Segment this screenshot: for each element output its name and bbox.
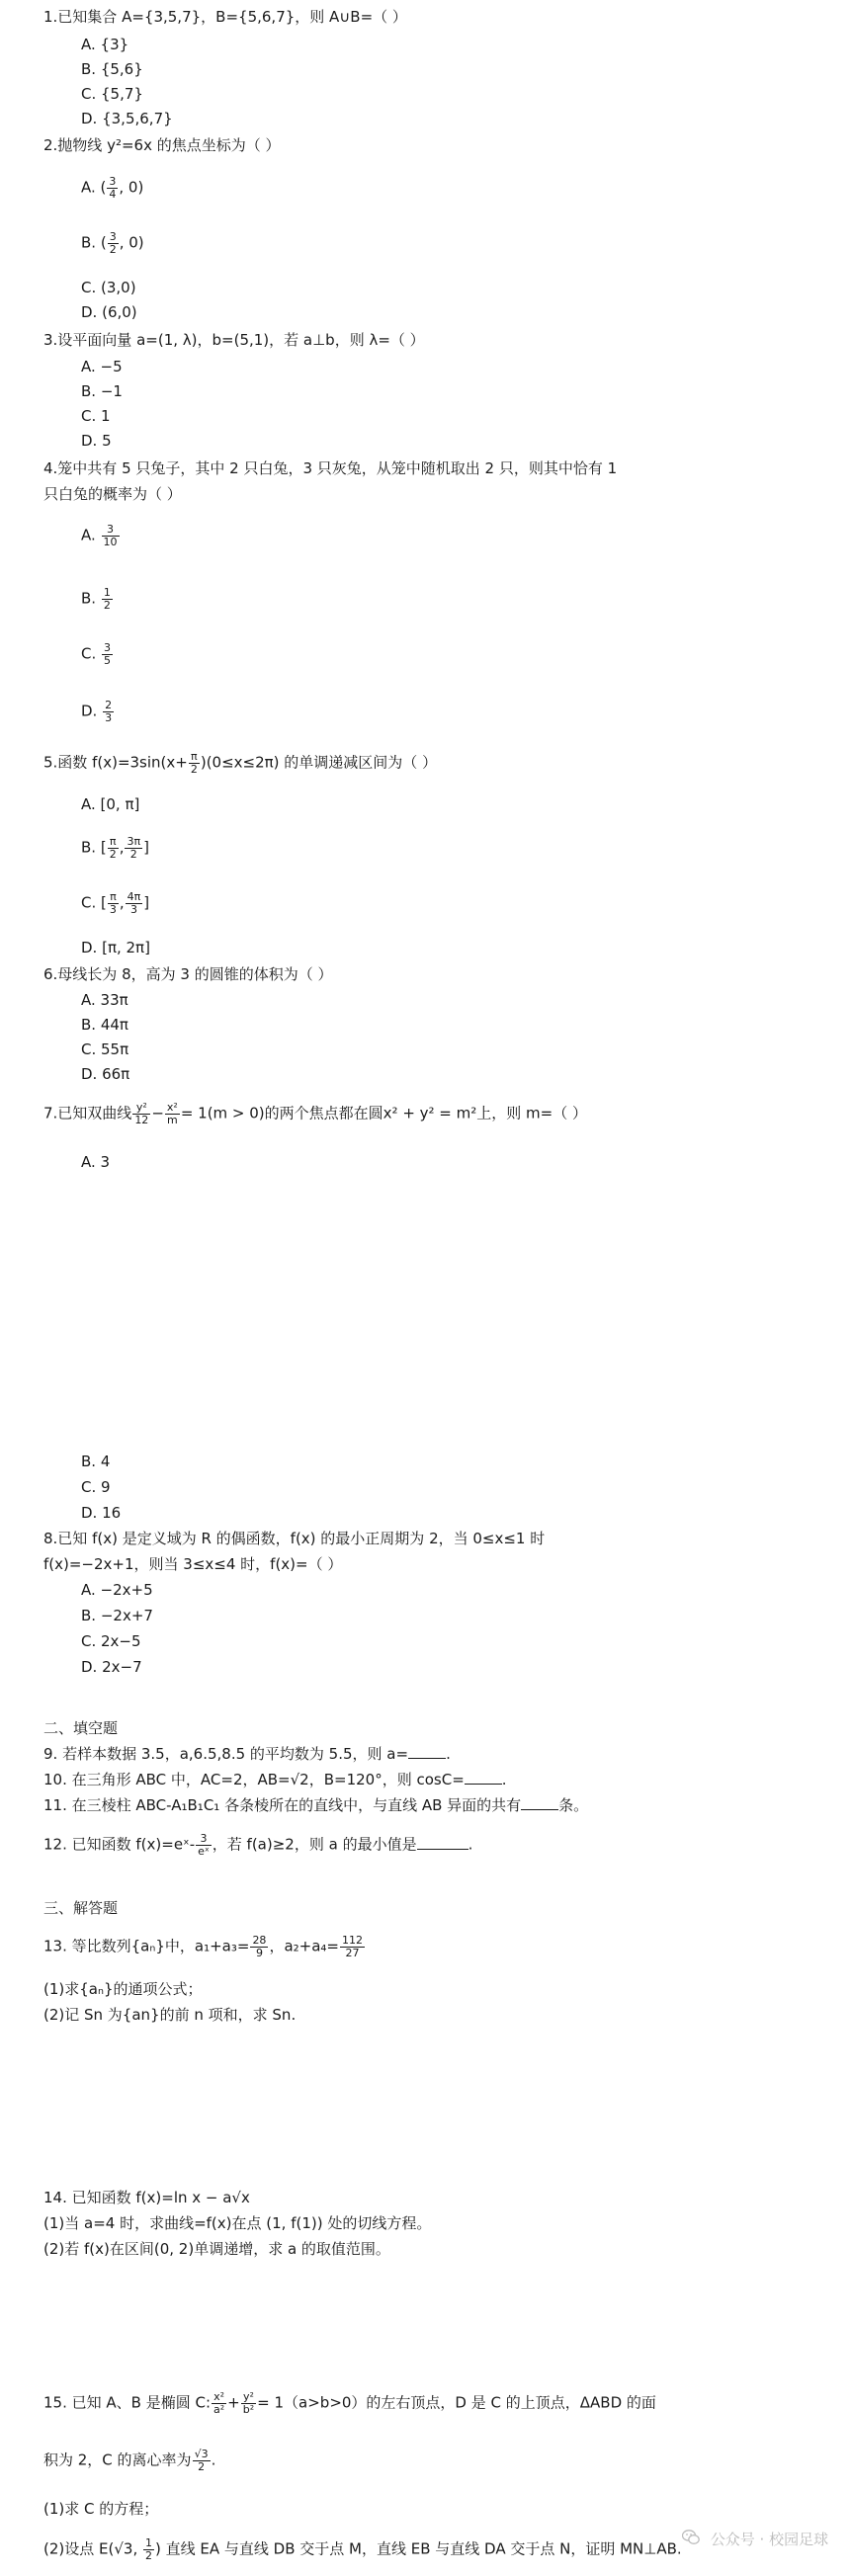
q15-part1: (1)求 C 的方程； bbox=[43, 2500, 159, 2518]
q5-option-a: A. [0, π] bbox=[81, 795, 140, 813]
section-solve-heading: 三、解答题 bbox=[43, 1899, 119, 1917]
q9-text: 9. 若样本数据 3.5，a,6.5,8.5 的平均数为 5.5，则 a= . bbox=[43, 1745, 451, 1763]
q7-option-c: C. 9 bbox=[81, 1478, 111, 1496]
q1-option-a: A. {3} bbox=[81, 36, 129, 53]
q11-answer-blank bbox=[521, 1797, 558, 1810]
q13-part2: (2)记 Sn 为{an}的前 n 项和，求 Sn. bbox=[43, 2006, 297, 2024]
q3-option-b: B. −1 bbox=[81, 382, 123, 400]
q15-stem-line2: 积为 2，C 的离心率为 $\frac{√3}{2}$ . bbox=[43, 2448, 216, 2473]
q4-option-d: D. $\frac{2}{3}$ bbox=[81, 699, 113, 724]
wechat-icon bbox=[682, 2530, 700, 2550]
q5-option-d: D. [π, 2π] bbox=[81, 939, 150, 956]
q4-option-a: A. $\frac{3}{10}$ bbox=[81, 523, 118, 548]
section-fill-in-heading: 二、填空题 bbox=[43, 1719, 119, 1737]
q2-option-c: C. (3,0) bbox=[81, 279, 136, 296]
q1-stem: 1.已知集合 A={3,5,7}，B={5,6,7}，则 A∪B=（ ） bbox=[43, 8, 407, 26]
q3-option-a: A. −5 bbox=[81, 358, 123, 375]
q6-option-d: D. 66π bbox=[81, 1065, 130, 1083]
q6-option-a: A. 33π bbox=[81, 991, 128, 1009]
q14-part2: (2)若 f(x)在区间(0, 2)单调递增，求 a 的取值范围。 bbox=[43, 2240, 390, 2258]
q2-option-a: A. ( $\frac{3}{4}$ , 0) bbox=[81, 175, 144, 201]
watermark-text: 公众号 · 校园足球 bbox=[710, 2530, 829, 2548]
q4-option-c: C. $\frac{3}{5}$ bbox=[81, 641, 112, 667]
q12-answer-blank bbox=[417, 1837, 468, 1850]
q2-stem: 2.抛物线 y²=6x 的焦点坐标为（ ） bbox=[43, 136, 281, 154]
q15-part2: (2)设点 E(√3, $\frac{1}{2}$ ) 直线 EA 与直线 DB 交于点 M，直线 EB 与直线 DA 交于点 N，证明 MN⊥AB. bbox=[43, 2536, 682, 2562]
q13-part1: (1)求{aₙ}的通项公式； bbox=[43, 1980, 203, 1998]
q4-stem-line1: 4.笼中共有 5 只兔子，其中 2 只白兔，3 只灰兔，从笼中随机取出 2 只，则其中恰有 1 bbox=[43, 459, 618, 477]
q8-option-a: A. −2x+5 bbox=[81, 1581, 153, 1599]
q2-option-b: B. ( $\frac{3}{2}$ , 0) bbox=[81, 230, 144, 256]
q13-stem: 13. 等比数列{aₙ}中，a₁+a₃= $\frac{28}{9}$ ，a₂+a₄= $\frac{112}{27}$ bbox=[43, 1934, 363, 1959]
q4-option-b: B. $\frac{1}{2}$ bbox=[81, 586, 111, 612]
q5-stem: 5.函数 f(x)=3sin(x+ $\frac{\pi}{2}$ )(0≤x≤2π) 的单调递减区间为（ ） bbox=[43, 750, 438, 776]
watermark bbox=[682, 2530, 828, 2550]
q2-option-d: D. (6,0) bbox=[81, 303, 137, 321]
q14-stem: 14. 已知函数 f(x)=ln x − a√x bbox=[43, 2189, 250, 2206]
q15-stem-line1: 15. 已知 A、B 是椭圆 C: $\frac{\text{x²}}{\text{a²}}$ + $\frac{\text{y²}}{\text{b²}}$ = 1（a>b>0）的左右顶点，D 是 C 的上顶点，ΔABD 的面 bbox=[43, 2390, 656, 2416]
q10-text: 10. 在三角形 ABC 中，AC=2，AB=√2，B=120°，则 cosC= . bbox=[43, 1771, 507, 1788]
q5-option-b: B. [ $\frac{\pi}{2}$ , $\frac{3\pi}{2}$ ] bbox=[81, 835, 149, 861]
q6-stem: 6.母线长为 8，高为 3 的圆锥的体积为（ ） bbox=[43, 965, 333, 983]
q12-text: 12. 已知函数 f(x)=eˣ- $\frac{3}{\text{eˣ}}$ ，若 f(a)≥2，则 a 的最小值是 . bbox=[43, 1832, 473, 1858]
q11-text: 11. 在三棱柱 ABC-A₁B₁C₁ 各条棱所在的直线中，与直线 AB 异面的共有 条。 bbox=[43, 1796, 589, 1814]
q6-option-b: B. 44π bbox=[81, 1016, 128, 1034]
q6-option-c: C. 55π bbox=[81, 1040, 129, 1058]
q4-stem-line2: 只白兔的概率为（ ） bbox=[43, 485, 182, 503]
q8-stem-line1: 8.已知 f(x) 是定义域为 R 的偶函数，f(x) 的最小正周期为 2，当 0≤x≤1 时 bbox=[43, 1530, 546, 1547]
q7-option-b: B. 4 bbox=[81, 1453, 111, 1470]
q3-option-d: D. 5 bbox=[81, 432, 112, 450]
q7-stem: 7.已知双曲线 $\frac{\text{y²}}{12}$ − $\frac{\text{x²}}{m}$ = 1(m > 0)的两个焦点都在圆x² + y² = m²上，则 m=（ ） bbox=[43, 1101, 587, 1126]
q3-option-c: C. 1 bbox=[81, 407, 111, 425]
q14-part1: (1)当 a=4 时，求曲线=f(x)在点 (1, f(1)) 处的切线方程。 bbox=[43, 2214, 432, 2232]
q9-answer-blank bbox=[408, 1746, 446, 1759]
q8-option-d: D. 2x−7 bbox=[81, 1658, 142, 1676]
q7-option-d: D. 16 bbox=[81, 1504, 122, 1522]
q1-option-d: D. {3,5,6,7} bbox=[81, 110, 173, 127]
q3-stem: 3.设平面向量 a=(1, λ)，b=(5,1)，若 a⊥b，则 λ=（ ） bbox=[43, 331, 425, 349]
q5-option-c: C. [ $\frac{\pi}{3}$ , $\frac{4\pi}{3}$ ] bbox=[81, 890, 150, 916]
q8-option-b: B. −2x+7 bbox=[81, 1607, 153, 1624]
q1-option-c: C. {5,7} bbox=[81, 85, 143, 103]
q7-option-a: A. 3 bbox=[81, 1153, 111, 1171]
q10-answer-blank bbox=[465, 1772, 502, 1785]
q1-option-b: B. {5,6} bbox=[81, 60, 143, 78]
q8-stem-line2: f(x)=−2x+1，则当 3≤x≤4 时，f(x)=（ ） bbox=[43, 1555, 343, 1573]
q8-option-c: C. 2x−5 bbox=[81, 1632, 141, 1650]
